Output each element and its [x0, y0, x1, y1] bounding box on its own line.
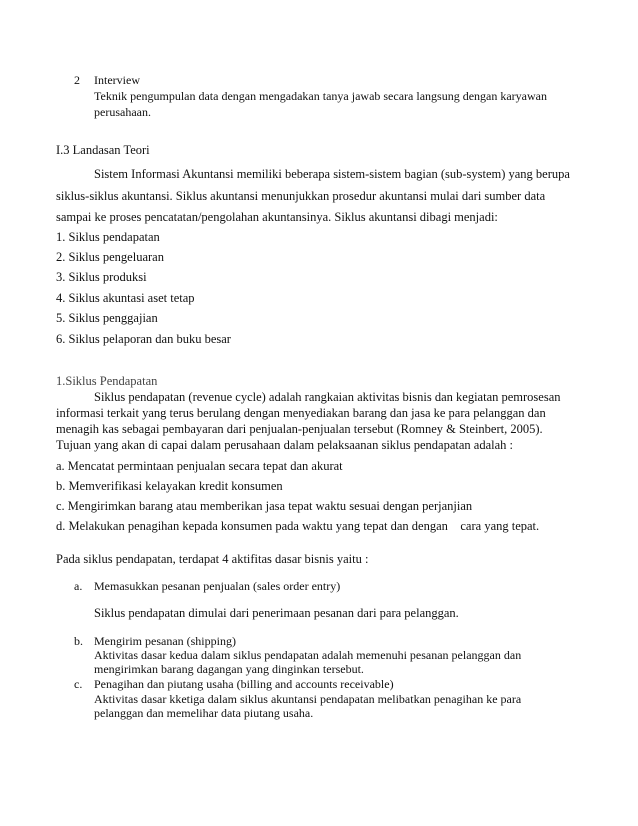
- paragraph-line: informasi terkait yang terus berulang dengan menyediakan barang dan jasa ke para pelanggan dan: [56, 406, 546, 420]
- list-item: 1. Siklus pendapatan: [56, 230, 160, 244]
- item-title: Interview: [94, 73, 140, 87]
- list-item: 4. Siklus akuntasi aset tetap: [56, 291, 195, 305]
- item-number: 2: [74, 73, 80, 87]
- paragraph-line: Tujuan yang akan di capai dalam perusahaan dalam pelaksaanan siklus pendapatan adalah :: [56, 438, 514, 452]
- section-heading: 1.Siklus Pendapatan: [56, 374, 158, 388]
- activity-desc: mengirimkan barang dagangan yang dinginkan tersebut.: [94, 662, 364, 676]
- list-item: d. Melakukan penagihan kepada konsumen pada waktu yang tepat dan dengan cara yang tepat.: [56, 519, 540, 533]
- list-item: a. Mencatat permintaan penjualan secara tepat dan akurat: [56, 459, 343, 473]
- activity-desc: Aktivitas dasar kedua dalam siklus pendapatan adalah memenuhi pesanan pelanggan dan: [94, 648, 522, 662]
- activity-desc: Aktivitas dasar kketiga dalam siklus akuntansi pendapatan melibatkan penagihan ke para: [94, 692, 522, 706]
- paragraph-line: sampai ke proses pencatatan/pengolahan akuntansinya. Siklus akuntansi dibagi menjadi:: [56, 210, 498, 224]
- paragraph-line: Pada siklus pendapatan, terdapat 4 aktifitas dasar bisnis yaitu :: [56, 552, 369, 566]
- list-marker: c.: [74, 677, 83, 691]
- section-heading: I.3 Landasan Teori: [56, 143, 150, 157]
- list-item: 6. Siklus pelaporan dan buku besar: [56, 332, 231, 346]
- list-item: c. Mengirimkan barang atau memberikan jasa tepat waktu sesuai dengan perjanjian: [56, 499, 473, 513]
- list-item: 3. Siklus produksi: [56, 270, 147, 284]
- activity-title: Penagihan dan piutang usaha (billing and accounts receivable): [94, 677, 394, 691]
- activity-desc: pelanggan dan memelihar data piutang usaha.: [94, 706, 314, 720]
- list-marker: a.: [74, 579, 83, 593]
- paragraph-line: Siklus pendapatan (revenue cycle) adalah rangkaian aktivitas bisnis dan kegiatan pemrosesan: [94, 390, 561, 404]
- interview-desc-line2: perusahaan.: [94, 105, 151, 119]
- activity-desc: Siklus pendapatan dimulai dari penerimaan pesanan dari para pelanggan.: [94, 606, 459, 620]
- paragraph-line: Sistem Informasi Akuntansi memiliki beberapa sistem-sistem bagian (sub-system) yang berupa: [94, 167, 570, 181]
- list-item: 2. Siklus pengeluaran: [56, 250, 164, 264]
- activity-title: Mengirim pesanan (shipping): [94, 634, 236, 648]
- paragraph-line: siklus-siklus akuntansi. Siklus akuntansi menunjukkan prosedur akuntansi mulai dari sumber data: [56, 189, 546, 203]
- list-marker: b.: [74, 634, 83, 648]
- list-item: b. Memverifikasi kelayakan kredit konsumen: [56, 479, 283, 493]
- activity-title: Memasukkan pesanan penjualan (sales order entry): [94, 579, 341, 593]
- interview-desc-line1: Teknik pengumpulan data dengan mengadakan tanya jawab secara langsung dengan karyawan: [94, 89, 547, 103]
- paragraph-line: menagih kas sebagai pembayaran dari penjualan-penjualan tersebut (Romney & Steinbert, 2005).: [56, 422, 543, 436]
- list-item: 5. Siklus penggajian: [56, 311, 158, 325]
